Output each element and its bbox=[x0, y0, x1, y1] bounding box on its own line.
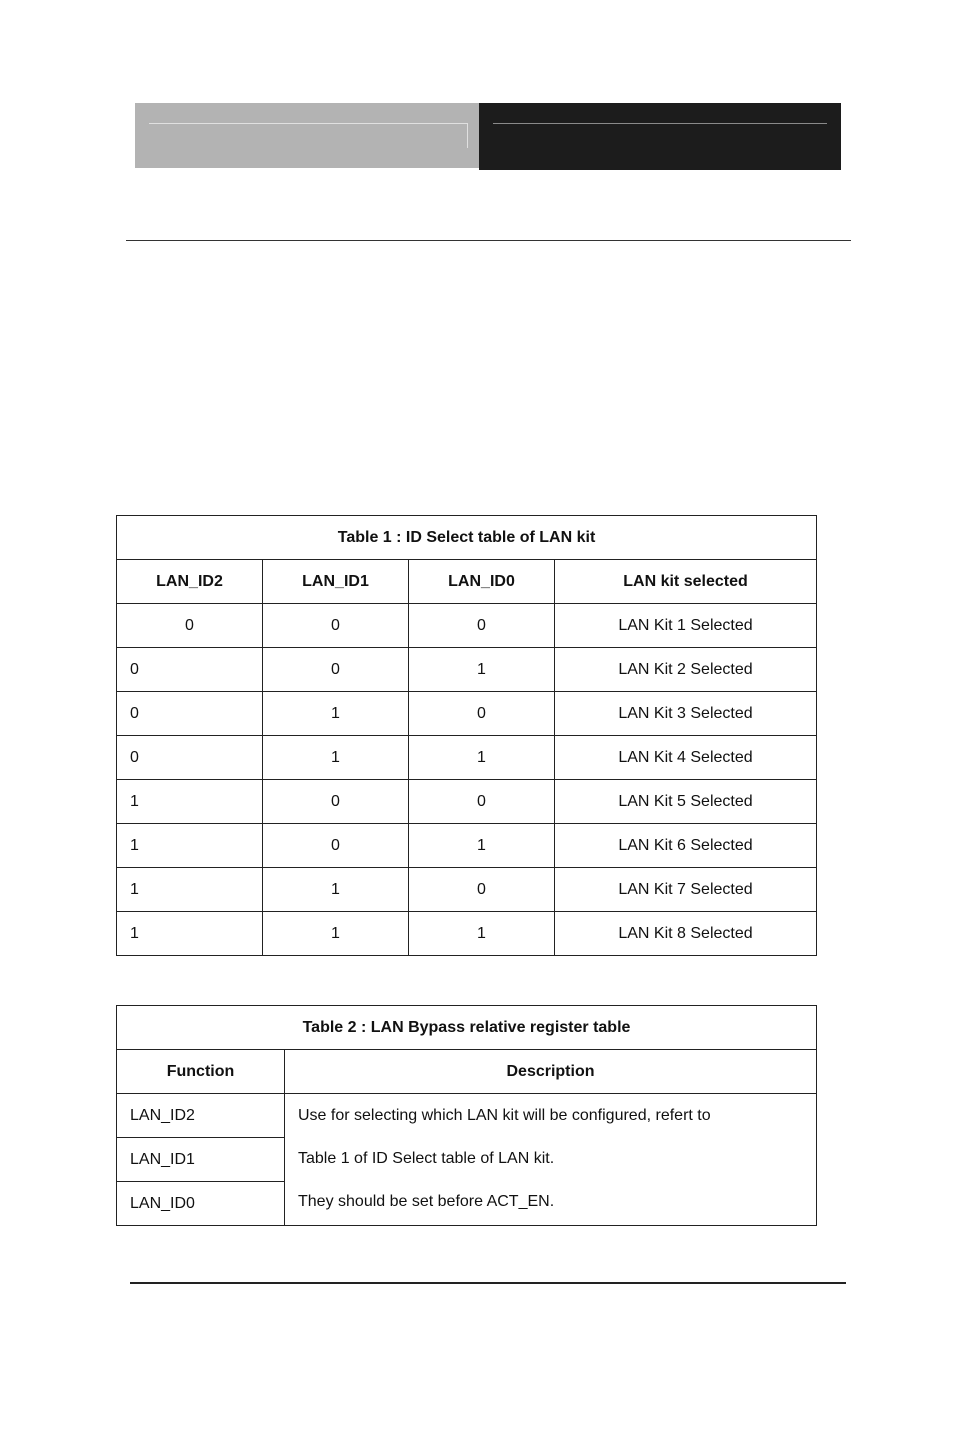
table-row bbox=[117, 868, 817, 912]
header-bar-left bbox=[135, 103, 479, 168]
cell-lan-id1: 1 bbox=[263, 736, 409, 780]
cell-lan-kit: LAN Kit 1 Selected bbox=[555, 604, 817, 648]
footer-rule bbox=[130, 1282, 846, 1284]
cell-lan-id1: 1 bbox=[263, 868, 409, 912]
cell-lan-kit: LAN Kit 6 Selected bbox=[555, 824, 817, 868]
table-header-row bbox=[117, 560, 817, 604]
lan-bypass-register-table bbox=[116, 1005, 817, 1226]
col-header-lan-id1: LAN_ID1 bbox=[263, 560, 409, 604]
cell-lan-id2: 1 bbox=[117, 868, 263, 912]
cell-lan-id1: 1 bbox=[263, 692, 409, 736]
cell-lan-kit: LAN Kit 7 Selected bbox=[555, 868, 817, 912]
header-right-line bbox=[493, 123, 827, 124]
cell-lan-kit: LAN Kit 2 Selected bbox=[555, 648, 817, 692]
table-row bbox=[117, 736, 817, 780]
table-row bbox=[117, 648, 817, 692]
cell-function: LAN_ID2 bbox=[117, 1094, 285, 1138]
description-line: Use for selecting which LAN kit will be configured, refert to bbox=[298, 1107, 711, 1124]
cell-lan-id0: 1 bbox=[409, 648, 555, 692]
col-header-lan-id0: LAN_ID0 bbox=[409, 560, 555, 604]
header-bar-right bbox=[479, 103, 841, 170]
cell-lan-id2: 0 bbox=[117, 736, 263, 780]
cell-lan-id1: 0 bbox=[263, 780, 409, 824]
cell-lan-id2: 0 bbox=[117, 648, 263, 692]
cell-description bbox=[285, 1094, 817, 1226]
cell-lan-id0: 0 bbox=[409, 780, 555, 824]
header-rule bbox=[126, 240, 851, 241]
cell-lan-kit: LAN Kit 3 Selected bbox=[555, 692, 817, 736]
cell-lan-id0: 1 bbox=[409, 736, 555, 780]
cell-lan-id0: 0 bbox=[409, 868, 555, 912]
table-caption-row bbox=[117, 516, 817, 560]
col-header-description: Description bbox=[285, 1050, 817, 1094]
cell-lan-id0: 0 bbox=[409, 692, 555, 736]
table-row bbox=[117, 912, 817, 956]
cell-lan-id2: 1 bbox=[117, 824, 263, 868]
table-row bbox=[117, 824, 817, 868]
table-header-row bbox=[117, 1050, 817, 1094]
cell-lan-id0: 1 bbox=[409, 912, 555, 956]
cell-lan-id0: 0 bbox=[409, 604, 555, 648]
cell-lan-kit: LAN Kit 4 Selected bbox=[555, 736, 817, 780]
cell-lan-id0: 1 bbox=[409, 824, 555, 868]
cell-lan-id1: 1 bbox=[263, 912, 409, 956]
description-line: Table 1 of ID Select table of LAN kit. bbox=[298, 1150, 555, 1167]
table-caption-row bbox=[117, 1006, 817, 1050]
cell-lan-kit: LAN Kit 8 Selected bbox=[555, 912, 817, 956]
cell-lan-id1: 0 bbox=[263, 824, 409, 868]
description-line: They should be set before ACT_EN. bbox=[298, 1193, 555, 1210]
col-header-lan-kit-selected: LAN kit selected bbox=[555, 560, 817, 604]
header-left-inset bbox=[149, 123, 468, 148]
cell-lan-kit: LAN Kit 5 Selected bbox=[555, 780, 817, 824]
col-header-lan-id2: LAN_ID2 bbox=[117, 560, 263, 604]
lan-id-select-table bbox=[116, 515, 817, 956]
col-header-function: Function bbox=[117, 1050, 285, 1094]
table-row bbox=[117, 692, 817, 736]
cell-lan-id2: 1 bbox=[117, 912, 263, 956]
table-row bbox=[117, 1094, 817, 1138]
cell-lan-id2: 1 bbox=[117, 780, 263, 824]
table-row bbox=[117, 604, 817, 648]
cell-lan-id1: 0 bbox=[263, 604, 409, 648]
table1-caption: Table 1 : ID Select table of LAN kit bbox=[117, 516, 817, 560]
table2-caption: Table 2 : LAN Bypass relative register table bbox=[117, 1006, 817, 1050]
cell-lan-id2: 0 bbox=[117, 692, 263, 736]
cell-function: LAN_ID1 bbox=[117, 1138, 285, 1182]
cell-lan-id1: 0 bbox=[263, 648, 409, 692]
cell-lan-id2: 0 bbox=[117, 604, 263, 648]
table-row bbox=[117, 780, 817, 824]
cell-function: LAN_ID0 bbox=[117, 1182, 285, 1226]
